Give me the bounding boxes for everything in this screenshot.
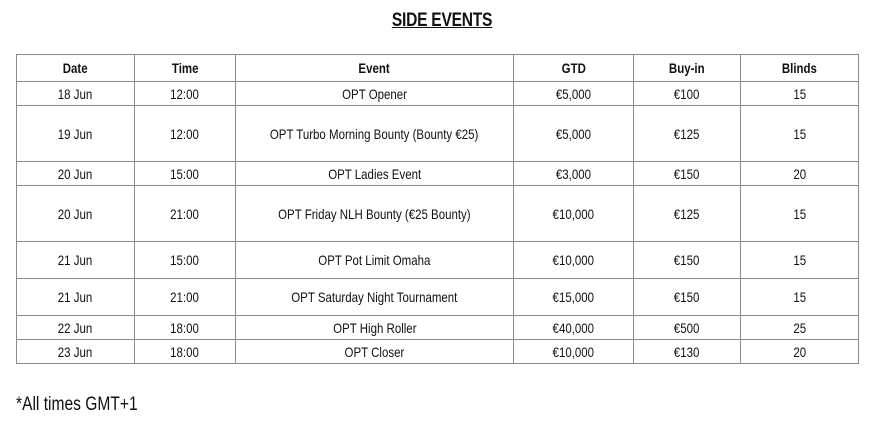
cell-time: 15:00 bbox=[135, 162, 236, 186]
cell-blinds: 20 bbox=[741, 162, 859, 186]
cell-event: OPT Friday NLH Bounty (€25 Bounty) bbox=[236, 186, 514, 242]
table-row bbox=[17, 106, 859, 162]
cell-blinds: 15 bbox=[741, 186, 859, 242]
table-row bbox=[17, 279, 859, 316]
cell-blinds: 15 bbox=[741, 106, 859, 162]
table-row bbox=[17, 242, 859, 279]
cell-date: 21 Jun bbox=[17, 242, 135, 279]
cell-event: OPT Opener bbox=[236, 82, 514, 106]
cell-buyin: €500 bbox=[634, 316, 741, 340]
cell-gtd: €10,000 bbox=[514, 242, 634, 279]
cell-date: 21 Jun bbox=[17, 279, 135, 316]
cell-buyin: €150 bbox=[634, 279, 741, 316]
cell-buyin: €125 bbox=[634, 106, 741, 162]
cell-time: 21:00 bbox=[135, 279, 236, 316]
cell-event: OPT Pot Limit Omaha bbox=[236, 242, 514, 279]
cell-buyin: €150 bbox=[634, 162, 741, 186]
cell-time: 21:00 bbox=[135, 186, 236, 242]
cell-date: 23 Jun bbox=[17, 340, 135, 364]
cell-date: 18 Jun bbox=[17, 82, 135, 106]
table-row bbox=[17, 82, 859, 106]
cell-buyin: €100 bbox=[634, 82, 741, 106]
column-header-gtd: GTD bbox=[514, 55, 634, 82]
cell-date: 22 Jun bbox=[17, 316, 135, 340]
table-row bbox=[17, 340, 859, 364]
cell-time: 12:00 bbox=[135, 82, 236, 106]
cell-date: 20 Jun bbox=[17, 186, 135, 242]
cell-event: OPT High Roller bbox=[236, 316, 514, 340]
cell-blinds: 15 bbox=[741, 242, 859, 279]
cell-event: OPT Ladies Event bbox=[236, 162, 514, 186]
timezone-footnote: *All times GMT+1 bbox=[16, 394, 138, 415]
table-row bbox=[17, 316, 859, 340]
column-header-blinds: Blinds bbox=[741, 55, 859, 82]
cell-time: 18:00 bbox=[135, 340, 236, 364]
cell-blinds: 20 bbox=[741, 340, 859, 364]
column-header-event: Event bbox=[236, 55, 514, 82]
table-row bbox=[17, 162, 859, 186]
table-header-row bbox=[17, 55, 859, 82]
page-title: SIDE EVENTS bbox=[391, 10, 493, 31]
cell-time: 18:00 bbox=[135, 316, 236, 340]
column-header-date: Date bbox=[17, 55, 135, 82]
column-header-buyin: Buy-in bbox=[634, 55, 741, 82]
cell-gtd: €40,000 bbox=[514, 316, 634, 340]
cell-gtd: €15,000 bbox=[514, 279, 634, 316]
cell-blinds: 25 bbox=[741, 316, 859, 340]
cell-event: OPT Turbo Morning Bounty (Bounty €25) bbox=[236, 106, 514, 162]
cell-buyin: €130 bbox=[634, 340, 741, 364]
cell-gtd: €10,000 bbox=[514, 340, 634, 364]
cell-event: OPT Closer bbox=[236, 340, 514, 364]
cell-blinds: 15 bbox=[741, 82, 859, 106]
cell-gtd: €5,000 bbox=[514, 82, 634, 106]
cell-buyin: €150 bbox=[634, 242, 741, 279]
cell-date: 19 Jun bbox=[17, 106, 135, 162]
cell-gtd: €5,000 bbox=[514, 106, 634, 162]
column-header-time: Time bbox=[135, 55, 236, 82]
cell-gtd: €3,000 bbox=[514, 162, 634, 186]
cell-gtd: €10,000 bbox=[514, 186, 634, 242]
cell-date: 20 Jun bbox=[17, 162, 135, 186]
cell-time: 15:00 bbox=[135, 242, 236, 279]
cell-event: OPT Saturday Night Tournament bbox=[236, 279, 514, 316]
cell-buyin: €125 bbox=[634, 186, 741, 242]
cell-time: 12:00 bbox=[135, 106, 236, 162]
table-row bbox=[17, 186, 859, 242]
side-events-table bbox=[16, 54, 859, 364]
cell-blinds: 15 bbox=[741, 279, 859, 316]
